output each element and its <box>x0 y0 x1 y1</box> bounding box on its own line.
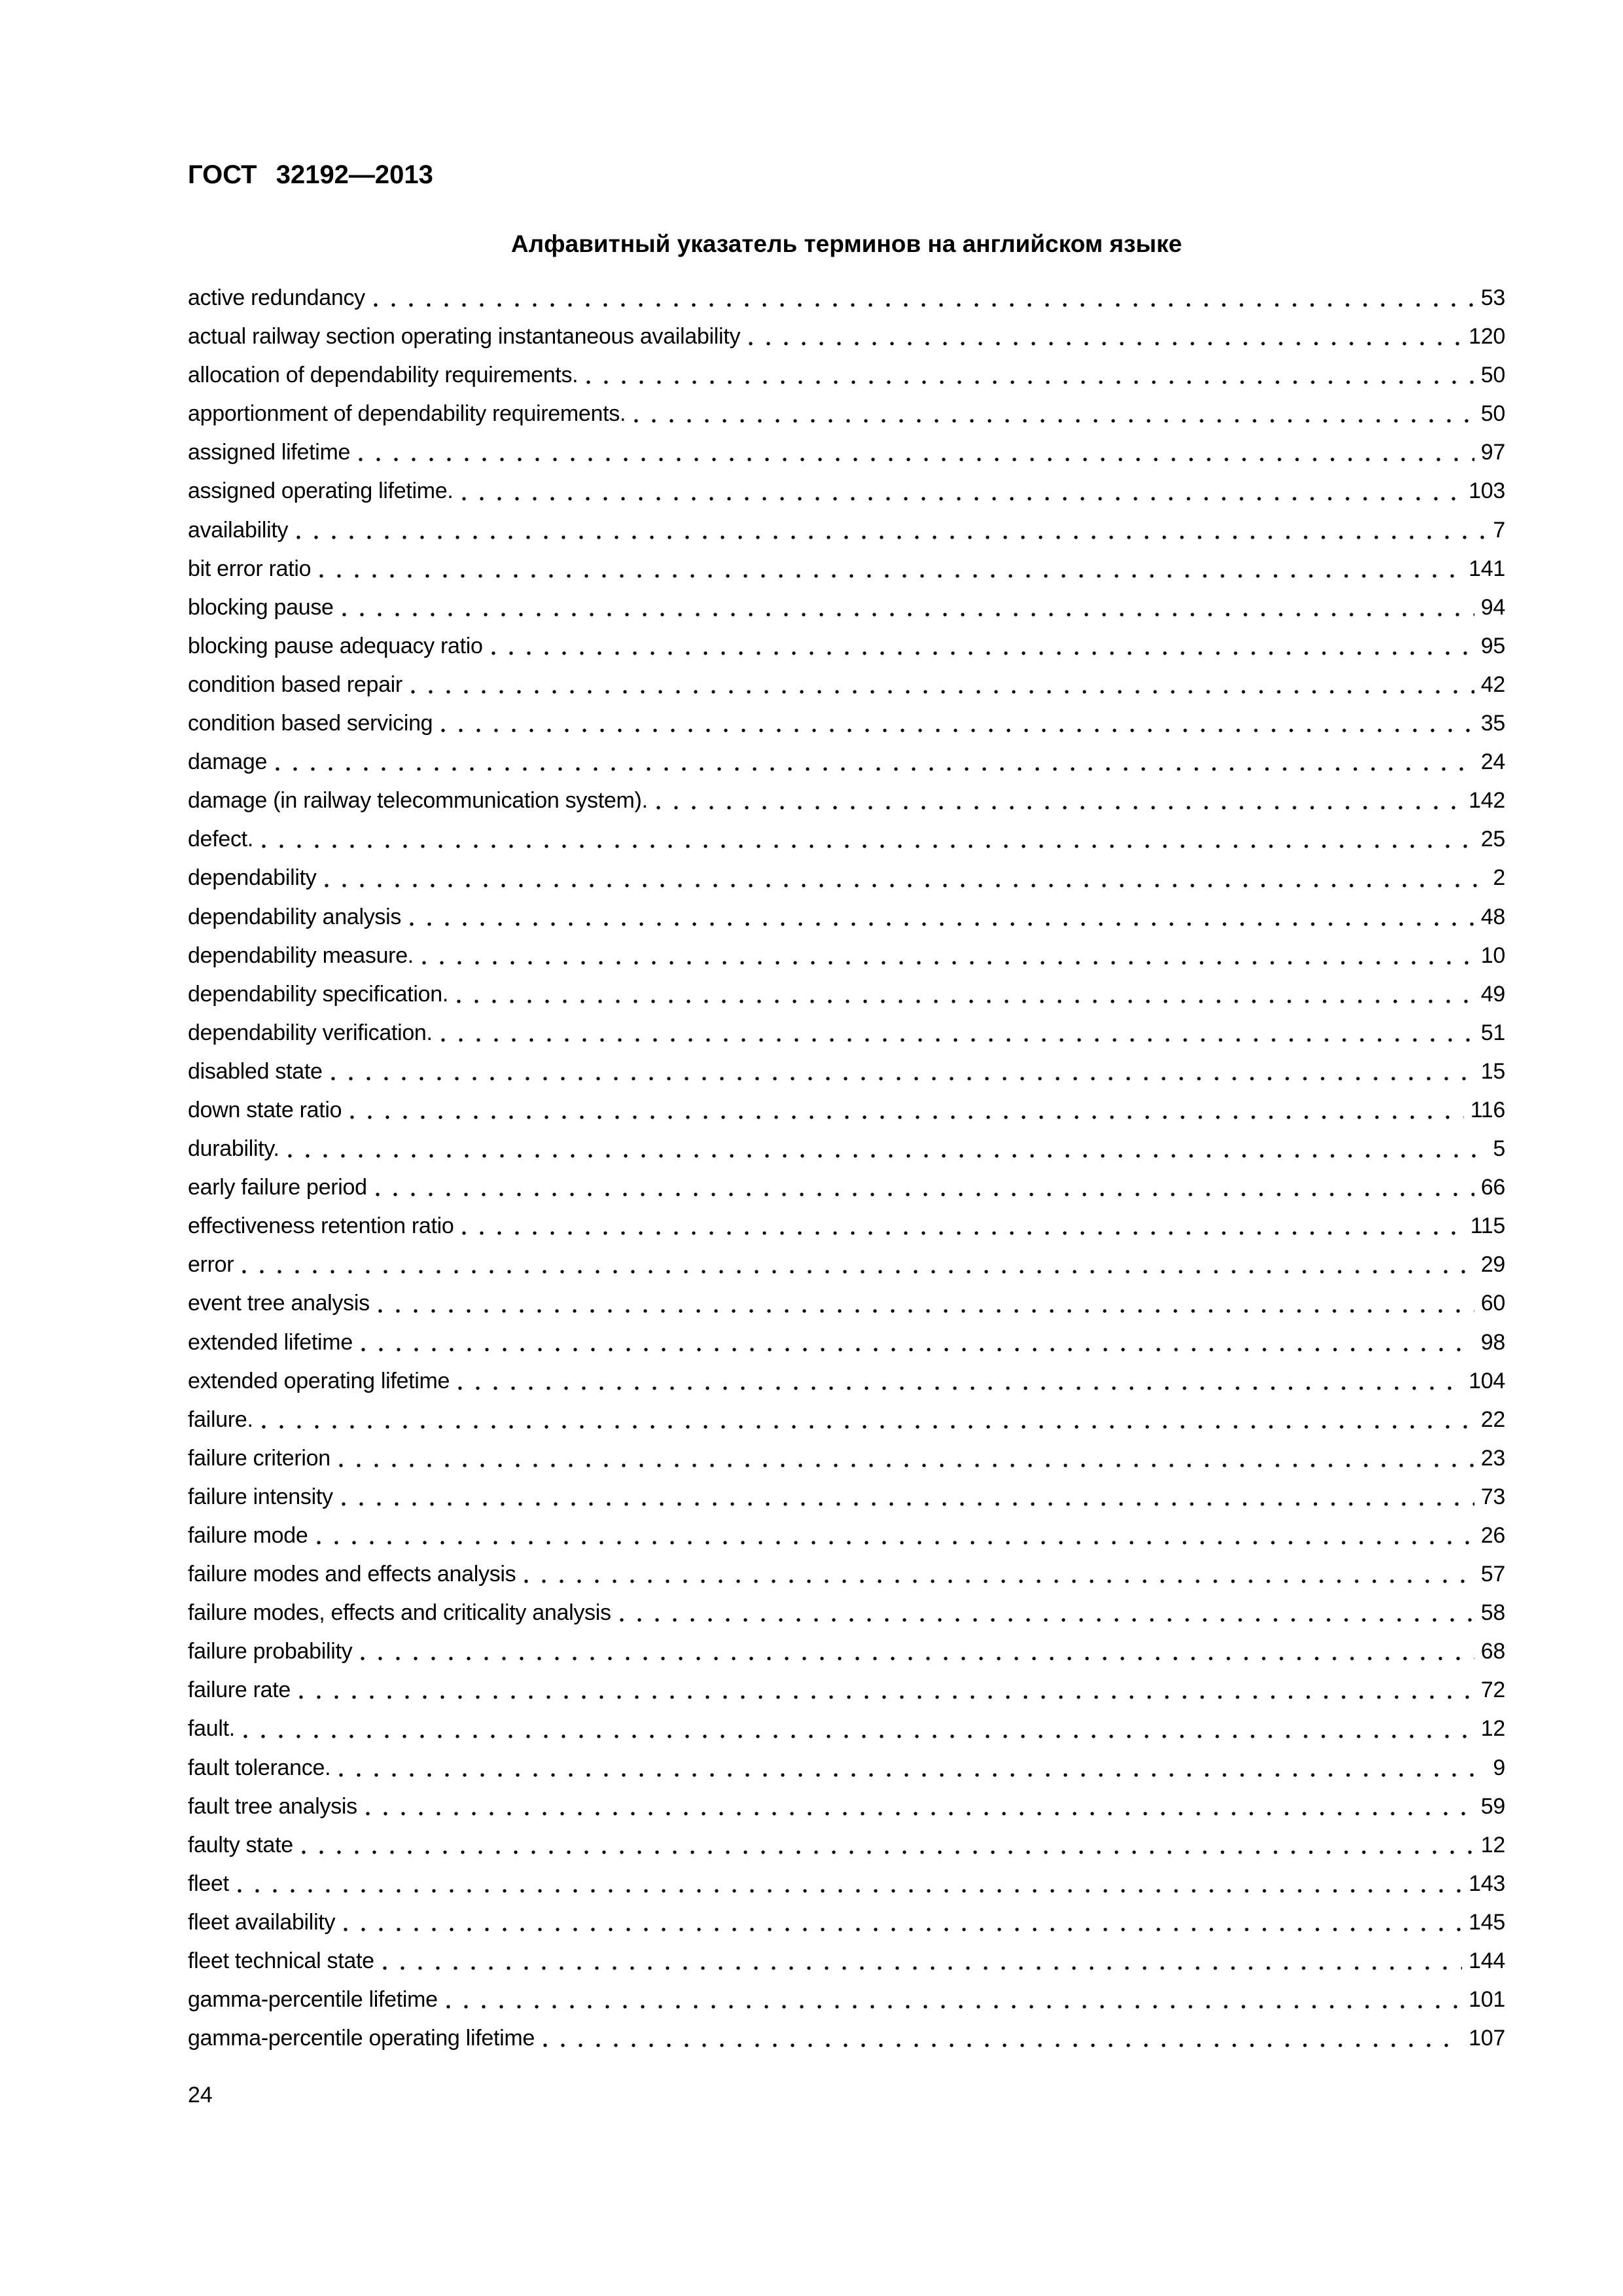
index-term: dependability verification. <box>188 1020 433 1045</box>
index-row <box>188 1284 1505 1323</box>
index-term: extended operating lifetime <box>188 1368 450 1393</box>
dot-leader <box>458 1362 1462 1401</box>
index-row <box>188 975 1505 1014</box>
index-row <box>188 2019 1505 2058</box>
index-row <box>188 1826 1505 1865</box>
index-page-number: 25 <box>1480 827 1505 852</box>
index-page-number: 12 <box>1480 1716 1505 1742</box>
index-page-number: 42 <box>1480 672 1505 697</box>
dot-leader <box>317 1516 1474 1555</box>
index-row <box>188 1749 1505 1787</box>
dot-leader <box>462 472 1463 511</box>
index-row <box>188 1555 1505 1594</box>
dot-leader <box>276 743 1474 781</box>
index-row <box>188 1478 1505 1516</box>
index-term: down state ratio <box>188 1097 342 1122</box>
index-row <box>188 1014 1505 1052</box>
index-page-number: 24 <box>1480 749 1505 775</box>
dot-leader <box>243 1710 1474 1748</box>
index-row <box>188 1168 1505 1207</box>
index-term: blocking pause adequacy ratio <box>188 633 483 658</box>
index-page-number: 22 <box>1480 1407 1505 1432</box>
index-page-number: 51 <box>1480 1020 1505 1045</box>
index-page-number: 10 <box>1480 942 1505 968</box>
index-page-number: 97 <box>1480 440 1505 465</box>
index-row <box>188 1594 1505 1632</box>
index-page-number: 107 <box>1469 2026 1505 2051</box>
dot-leader <box>586 356 1474 395</box>
index-term: fault. <box>188 1716 235 1742</box>
dot-leader <box>366 1787 1474 1826</box>
dot-leader <box>262 1401 1474 1439</box>
dot-leader <box>446 1981 1462 2019</box>
index-term: allocation of dependability requirements. <box>188 363 579 388</box>
index-row <box>188 1401 1505 1439</box>
standard-designation: ГОСТ 32192—2013 <box>188 160 433 189</box>
index-page-number: 145 <box>1469 1909 1505 1935</box>
index-term: assigned operating lifetime. <box>188 478 454 504</box>
index-term: active redundancy <box>188 285 365 310</box>
index-row <box>188 356 1505 395</box>
index-row <box>188 781 1505 820</box>
index-term: condition based servicing <box>188 711 433 736</box>
index-term: failure modes, effects and criticality analysis <box>188 1600 611 1626</box>
page-title: Алфавитный указатель терминов на английском языке <box>510 230 1183 257</box>
index-page-number: 26 <box>1480 1523 1505 1548</box>
index-row <box>188 550 1505 588</box>
index-page-number: 116 <box>1470 1097 1505 1122</box>
index-page-number: 57 <box>1480 1562 1505 1587</box>
index-page-number: 60 <box>1480 1291 1505 1316</box>
index-page-number: 141 <box>1469 556 1505 581</box>
index-term: failure rate <box>188 1677 291 1703</box>
index-term: dependability measure. <box>188 942 414 968</box>
dot-leader <box>524 1555 1474 1594</box>
index-page-number: 58 <box>1480 1600 1505 1626</box>
dot-leader <box>376 1168 1474 1207</box>
dot-leader <box>339 1439 1474 1478</box>
dot-leader <box>262 820 1474 859</box>
index-row <box>188 859 1505 897</box>
index-term: condition based repair <box>188 672 402 697</box>
dot-leader <box>344 1903 1462 1942</box>
dot-leader <box>749 317 1462 356</box>
index-page-number: 66 <box>1480 1175 1505 1200</box>
index-row <box>188 472 1505 511</box>
index-page-number: 50 <box>1480 363 1505 388</box>
page-number-footer: 24 <box>188 2083 213 2108</box>
dot-leader <box>374 279 1474 317</box>
index-row <box>188 1671 1505 1710</box>
dot-leader <box>359 433 1474 472</box>
index-term: fault tree analysis <box>188 1793 357 1819</box>
index-page-number: 15 <box>1480 1058 1505 1084</box>
index-page-number: 12 <box>1480 1832 1505 1857</box>
dot-leader <box>296 511 1486 550</box>
dot-leader <box>238 1865 1462 1903</box>
index-row <box>188 1323 1505 1362</box>
index-row <box>188 1632 1505 1671</box>
index-term: faulty state <box>188 1832 293 1857</box>
index-page-number: 72 <box>1480 1677 1505 1703</box>
index-term: failure probability <box>188 1639 353 1664</box>
index-term: extended lifetime <box>188 1329 353 1355</box>
index-page-number: 144 <box>1469 1948 1505 1974</box>
index-row <box>188 1787 1505 1826</box>
index-row <box>188 1516 1505 1555</box>
index-row <box>188 511 1505 550</box>
dot-leader <box>331 1052 1474 1091</box>
dot-leader <box>422 937 1474 975</box>
index-row <box>188 317 1505 356</box>
index-term: effectiveness retention ratio <box>188 1213 454 1239</box>
index-row <box>188 820 1505 859</box>
index-term: failure intensity <box>188 1484 333 1509</box>
index-term: dependability <box>188 865 317 891</box>
index-row <box>188 1903 1505 1942</box>
index-row <box>188 395 1505 433</box>
dot-leader <box>288 1130 1487 1168</box>
index-page-number: 29 <box>1480 1252 1505 1278</box>
index-page-number: 95 <box>1480 633 1505 658</box>
index-term: bit error ratio <box>188 556 312 581</box>
index-term: dependability specification. <box>188 981 448 1007</box>
index-row <box>188 1052 1505 1091</box>
dot-leader <box>620 1594 1474 1632</box>
index-page-number: 98 <box>1480 1329 1505 1355</box>
index-page-number: 53 <box>1480 285 1505 310</box>
index-term: durability. <box>188 1136 279 1162</box>
index-row <box>188 1942 1505 1981</box>
index-page-number: 7 <box>1493 517 1505 543</box>
index-term: failure. <box>188 1407 253 1432</box>
index-term: damage (in railway telecommunication system). <box>188 788 648 814</box>
index-page-number: 101 <box>1469 1987 1505 2013</box>
index-row <box>188 1981 1505 2019</box>
index-page-number: 143 <box>1469 1871 1505 1896</box>
index-term: defect. <box>188 827 253 852</box>
index-term: actual railway section operating instantaneous availability <box>188 324 741 350</box>
index-page-number: 104 <box>1469 1368 1505 1393</box>
index-term: error <box>188 1252 234 1278</box>
index-page-number: 120 <box>1469 324 1505 350</box>
dot-leader <box>339 1749 1486 1787</box>
index-row <box>188 937 1505 975</box>
dot-leader <box>383 1942 1462 1981</box>
index-term: disabled state <box>188 1058 323 1084</box>
dot-leader <box>634 395 1474 433</box>
index-row <box>188 1130 1505 1168</box>
index-row <box>188 588 1505 627</box>
dot-leader <box>491 627 1474 666</box>
index-row <box>188 704 1505 743</box>
index-row <box>188 1710 1505 1748</box>
index-term: failure criterion <box>188 1445 330 1471</box>
index-term: apportionment of dependability requirements. <box>188 401 626 427</box>
index-row <box>188 1362 1505 1401</box>
dot-leader <box>543 2019 1462 2058</box>
index-page-number: 50 <box>1480 401 1505 427</box>
index-page-number: 5 <box>1493 1136 1505 1162</box>
dot-leader <box>457 975 1474 1014</box>
index-term: fault tolerance. <box>188 1755 331 1780</box>
index-row <box>188 898 1505 937</box>
index-row <box>188 743 1505 781</box>
index-page-number: 49 <box>1480 981 1505 1007</box>
dot-leader <box>342 1478 1474 1516</box>
index-term: assigned lifetime <box>188 440 351 465</box>
dot-leader <box>342 588 1474 627</box>
index-page-number: 59 <box>1480 1793 1505 1819</box>
index-page-number: 103 <box>1469 478 1505 504</box>
index-term: availability <box>188 517 289 543</box>
index-term: failure mode <box>188 1523 308 1548</box>
index-page-number: 68 <box>1480 1639 1505 1664</box>
dot-leader <box>319 550 1462 588</box>
index-page-number: 48 <box>1480 904 1505 929</box>
dot-leader <box>441 1014 1474 1052</box>
index-term: fleet <box>188 1871 229 1896</box>
index-term: fleet availability <box>188 1909 336 1935</box>
dot-leader <box>411 666 1474 704</box>
index-row <box>188 1246 1505 1284</box>
index-term: gamma-percentile lifetime <box>188 1987 438 2013</box>
dot-leader <box>441 704 1474 743</box>
index-page-number: 73 <box>1480 1484 1505 1509</box>
dot-leader <box>299 1671 1474 1710</box>
dot-leader <box>378 1284 1474 1323</box>
index-row <box>188 627 1505 666</box>
dot-leader <box>361 1323 1474 1362</box>
index-term: gamma-percentile operating lifetime <box>188 2026 535 2051</box>
dot-leader <box>361 1632 1474 1671</box>
index-page-number: 142 <box>1469 788 1505 814</box>
index-row <box>188 433 1505 472</box>
index-term: event tree analysis <box>188 1291 370 1316</box>
index-term: failure modes and effects analysis <box>188 1562 516 1587</box>
index-row <box>188 1207 1505 1246</box>
index-list <box>188 279 1505 2058</box>
dot-leader <box>242 1246 1474 1284</box>
index-row <box>188 1091 1505 1130</box>
index-row <box>188 1865 1505 1903</box>
index-term: early failure period <box>188 1175 367 1200</box>
index-term: damage <box>188 749 268 775</box>
index-page-number: 35 <box>1480 711 1505 736</box>
index-term: fleet technical state <box>188 1948 374 1974</box>
index-page-number: 23 <box>1480 1445 1505 1471</box>
index-page-number: 2 <box>1493 865 1505 891</box>
dot-leader <box>350 1091 1463 1130</box>
index-term: blocking pause <box>188 594 334 620</box>
dot-leader <box>462 1207 1463 1246</box>
index-row <box>188 1439 1505 1478</box>
dot-leader <box>325 859 1486 897</box>
index-row <box>188 666 1505 704</box>
index-page-number: 94 <box>1480 594 1505 620</box>
index-row <box>188 279 1505 317</box>
dot-leader <box>410 898 1474 937</box>
dot-leader <box>656 781 1463 820</box>
index-term: dependability analysis <box>188 904 402 929</box>
index-page-number: 115 <box>1470 1213 1505 1239</box>
dot-leader <box>302 1826 1474 1865</box>
index-page-number: 9 <box>1493 1755 1505 1780</box>
